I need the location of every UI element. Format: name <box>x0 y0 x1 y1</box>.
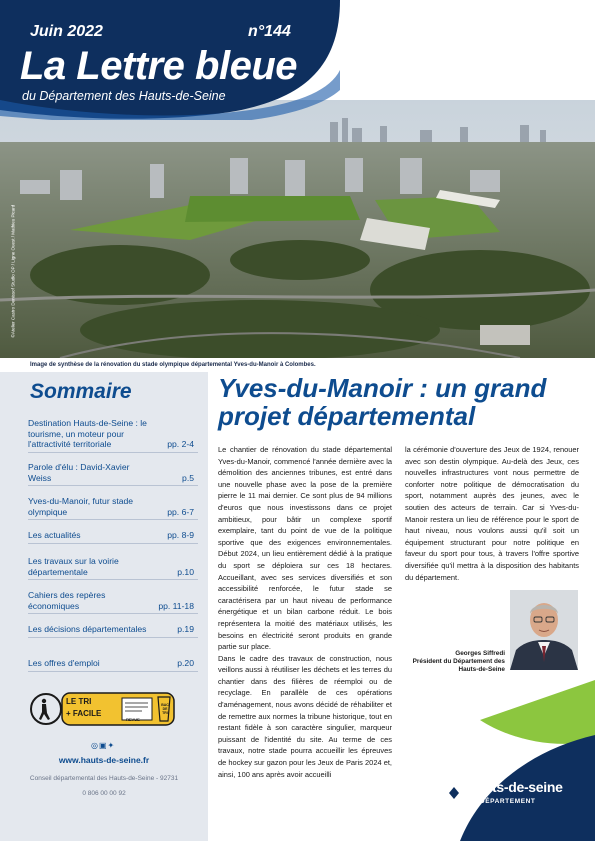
photo-caption: Image de synthèse de la rénovation du stade olympique départemental Yves-du-Manoir à Colombes. <box>30 362 316 368</box>
toc-item-label: Parole d'élu : David-Xavier Weiss <box>28 462 130 483</box>
signature-name: Georges Siffredi <box>455 650 505 657</box>
recycling-badge[interactable] <box>30 689 188 729</box>
summary-title: Sommaire <box>30 380 132 403</box>
brand-subtitle: LE DÉPARTEMENT <box>468 798 536 805</box>
facebook-icon[interactable]: ▣ <box>98 741 108 750</box>
toc-item-pages: pp. 2-4 <box>167 439 194 449</box>
toc-item[interactable] <box>28 462 198 486</box>
article-headline: Yves-du-Manoir : un grand projet départemental <box>218 373 547 431</box>
publication-subtitle: du Département des Hauts-de-Seine <box>22 89 226 103</box>
toc-item-pages: pp. 6-7 <box>167 506 194 517</box>
portrait-photo <box>510 590 578 670</box>
toc-item-label: Les actualités <box>28 530 81 540</box>
toc-item-pages: p.5 <box>182 472 194 483</box>
hero-photo <box>0 100 595 358</box>
tri-bac-label: BAC DE TRI <box>161 703 169 715</box>
tri-subtitle: + FACILE <box>66 709 102 718</box>
signature <box>405 650 505 674</box>
toc-item-pages: p.20 <box>177 658 194 668</box>
summary-sidebar <box>0 372 208 841</box>
photo-credit: ©Atelier Castro Denissof Studio OP / Ligne Ouest / Mathieu Picard <box>10 204 16 338</box>
toc-item-label: Destination Hauts-de-Seine : le tourisme, un moteur pour l'attractivité territoriale <box>28 418 147 449</box>
toc-item-label: Cahiers des repères économiques <box>28 590 106 611</box>
tri-title: LE TRI <box>66 697 92 706</box>
issue-number: n°144 <box>248 23 291 40</box>
toc-item-label: Les offres d'emploi <box>28 658 100 668</box>
signature-role: Président du Département des Hauts-de-Seine <box>412 658 505 673</box>
department-logo[interactable] <box>444 778 584 814</box>
president-portrait <box>510 590 578 670</box>
masthead-banner <box>0 0 595 120</box>
twitter-icon[interactable]: ✦ <box>107 741 116 750</box>
publication-title: La Lettre bleue <box>20 44 298 88</box>
corner-decoration <box>420 680 595 841</box>
toc-item[interactable] <box>28 624 198 638</box>
address-text: Conseil départemental des Hauts-de-Seine - 92731 <box>29 775 179 782</box>
brand-name: hauts-de-seine <box>468 779 563 795</box>
tri-revue-label: REVUE <box>126 717 140 722</box>
toc-item[interactable] <box>28 530 198 544</box>
social-icons <box>91 741 115 750</box>
toc-item[interactable] <box>28 418 198 453</box>
instagram-icon[interactable]: ◎ <box>91 741 99 750</box>
article-column-1: Le chantier de rénovation du stade départemental Yves-du-Manoir, commencé l'année dernière avec la démolition des anciennes tribunes, est entré dans une nouvelle phase avec la pose de la première pierre le 11 mai dernier. Ce sont plus de 94 millions d'euros que nous investissons dans ce projet ambitieux, pour bâtir un complexe sportif exemplaire, tant du point de vue de la politique sportive que des exigences environnementales. Début 2024, un lieu entièrement dédié à la pratique du sport se déploiera sur ces 18 hectares. Accueillant, avec ses services diversifiés et son accessibilité renforcée, le futur stade se caractérisera par un haut niveau de performance énergétique et un bilan carbone réduit. Le bois représentera la moitié des matériaux utilisés, les besoins en électricité seront produits en grande partie sur place. Dans le cadre des travaux de construction, nous veillons aussi à réutiliser les déchets et les terres du chantier dans des filières de réemploi ou de recyclage. En parallèle de ces opérations d'aménagement, nous avons décidé de réhabiliter et de remettre aux normes la tribune historique, tout en restant fidèle à son caractère singulier, marqueur puissant de l'identité du site. Au terme de ces travaux, notre stade pourra accueillir les épreuves de hockey sur gazon pour les Jeux de Paris 2024 et, ainsi, 100 ans après avoir accueilli <box>218 445 392 779</box>
toc-item[interactable] <box>28 590 198 614</box>
phone-number: 0 806 00 00 92 <box>82 790 126 797</box>
stadium-aerial-image <box>0 100 595 358</box>
toc-item-label: Les travaux sur la voirie départementale <box>28 556 119 577</box>
toc-item-label: Yves-du-Manoir, futur stade olympique <box>28 496 134 517</box>
toc-item-pages: pp. 8-9 <box>167 530 194 540</box>
toc-item-pages: p.10 <box>177 566 194 577</box>
department-logo-icon <box>444 780 464 806</box>
recycle-person-icon <box>39 699 50 720</box>
toc-item-label: Les décisions départementales <box>28 624 147 634</box>
toc-item-pages: pp. 11-18 <box>158 600 194 611</box>
website-link[interactable]: www.hauts-de-seine.fr <box>58 755 150 765</box>
toc-item-pages: p.19 <box>177 624 194 634</box>
toc-item[interactable] <box>28 658 198 672</box>
toc-item[interactable] <box>28 556 198 580</box>
issue-month: Juin 2022 <box>30 23 103 40</box>
article-column-2: la cérémonie d'ouverture des Jeux de 1924, renouer avec son destin olympique. Au-delà des Jeux, ces nouvelles infrastructures vont nous permettre de conforter notre politique de démocratisation du sport, notamment auprès des jeunes, avec le soutien des acteurs de terrain. Car si Yves-du-Manoir restera un lieu de référence pour le sport de haut niveau, nous voulons aussi qu'il soit un équipement structurant pour notre politique en faveur du sport pour tous, à travers l'offre sportive diversifiée qu'il mettra à la disposition des habitants du département. <box>405 445 579 582</box>
toc-item[interactable] <box>28 496 198 520</box>
